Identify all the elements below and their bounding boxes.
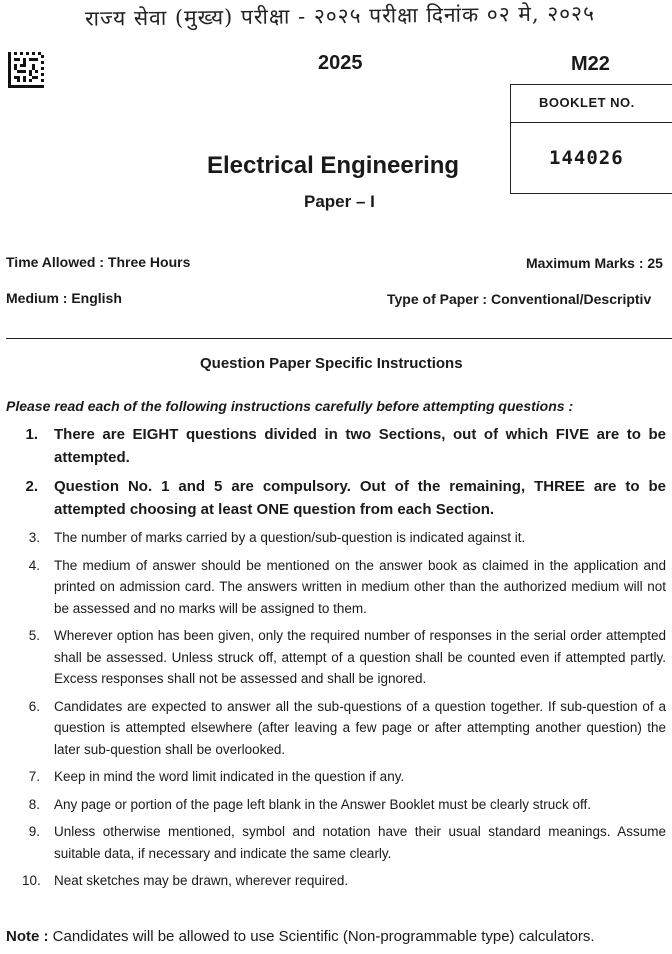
subject-title: Electrical Engineering xyxy=(207,152,460,179)
list-item xyxy=(0,555,672,620)
booklet-number: 144026 xyxy=(549,147,624,169)
instructions-heading: Question Paper Specific Instructions xyxy=(200,355,463,372)
time-allowed: Time Allowed : Three Hours xyxy=(6,254,191,270)
qr-code-icon xyxy=(8,52,44,88)
paper-code: M22 xyxy=(571,53,610,75)
item-text: The number of marks carried by a question/sub-question is indicated against it. xyxy=(54,530,526,545)
instructions-intro: Please read each of the following instructions carefully before attempting questions : xyxy=(6,398,574,414)
item-text: Neat sketches may be drawn, wherever required. xyxy=(54,873,349,888)
paper-title: Paper – I xyxy=(304,192,375,211)
exam-year: 2025 xyxy=(318,52,363,74)
calculator-note xyxy=(6,928,595,945)
item-text: There are EIGHT questions divided in two Sections, out of which FIVE are to be attempted. xyxy=(54,426,666,466)
item-number: 7. xyxy=(28,769,40,784)
divider xyxy=(6,338,672,339)
item-text: Wherever option has been given, only the required number of responses in the serial order attempted shall be assessed. Unless struck off, attempt of a question shall be counted even if attempted partly. Excess responses shall not be assessed and shall be ignored. xyxy=(54,628,666,686)
item-number: 10. xyxy=(22,873,41,888)
list-item xyxy=(0,870,672,892)
type-of-paper: Type of Paper : Conventional/Descriptiv xyxy=(387,291,652,307)
item-text: Unless otherwise mentioned, symbol and notation have their usual standard meanings. Assume suitable data, if necessary and indicate the same clearly. xyxy=(54,824,666,861)
note-label: Note : xyxy=(6,928,49,945)
handwritten-exam-note: राज्य सेवा (मुख्य) परीक्षा - २०२५ परीक्षा दिनांक ०२ मे, २०२५ xyxy=(84,1,596,31)
item-number: 2. xyxy=(25,478,38,495)
list-item xyxy=(0,527,672,549)
item-text: The medium of answer should be mentioned on the answer book as claimed in the application and printed on admission card. The answers written in medium other than the authorized medium will not be assessed and no marks will be assigned to them. xyxy=(54,557,666,616)
list-item xyxy=(0,475,672,521)
list-item xyxy=(0,821,672,864)
item-text: Any page or portion of the page left blank in the Answer Booklet must be clearly struck off. xyxy=(54,796,592,812)
maximum-marks: Maximum Marks : 25 xyxy=(526,255,663,271)
medium: Medium : English xyxy=(6,290,122,306)
booklet-label: BOOKLET NO. xyxy=(511,85,672,123)
note-text: Candidates will be allowed to use Scientific (Non-programmable type) calculators. xyxy=(48,928,595,945)
item-number: 3. xyxy=(28,530,40,545)
list-item xyxy=(0,794,672,816)
list-item xyxy=(0,423,672,469)
item-text: Candidates are expected to answer all the sub-questions of a question together. If sub-question of a question is attempted elsewhere (after leaving a few page or after attempting another question) the later sub-question shall be overlooked. xyxy=(54,698,666,757)
booklet-number-box xyxy=(510,84,672,194)
item-text: Keep in mind the word limit indicated in the question if any. xyxy=(54,769,405,784)
instructions-list xyxy=(0,423,672,898)
list-item xyxy=(0,766,672,788)
item-number: 9. xyxy=(28,824,40,839)
item-number: 6. xyxy=(28,698,40,714)
item-number: 4. xyxy=(28,557,40,573)
item-number: 1. xyxy=(25,426,38,443)
item-text: Question No. 1 and 5 are compulsory. Out of the remaining, THREE are to be attempted choosing at least ONE question from each Section. xyxy=(54,478,666,518)
item-number: 8. xyxy=(28,796,40,812)
list-item xyxy=(0,625,672,690)
list-item xyxy=(0,696,672,761)
item-number: 5. xyxy=(28,628,40,643)
